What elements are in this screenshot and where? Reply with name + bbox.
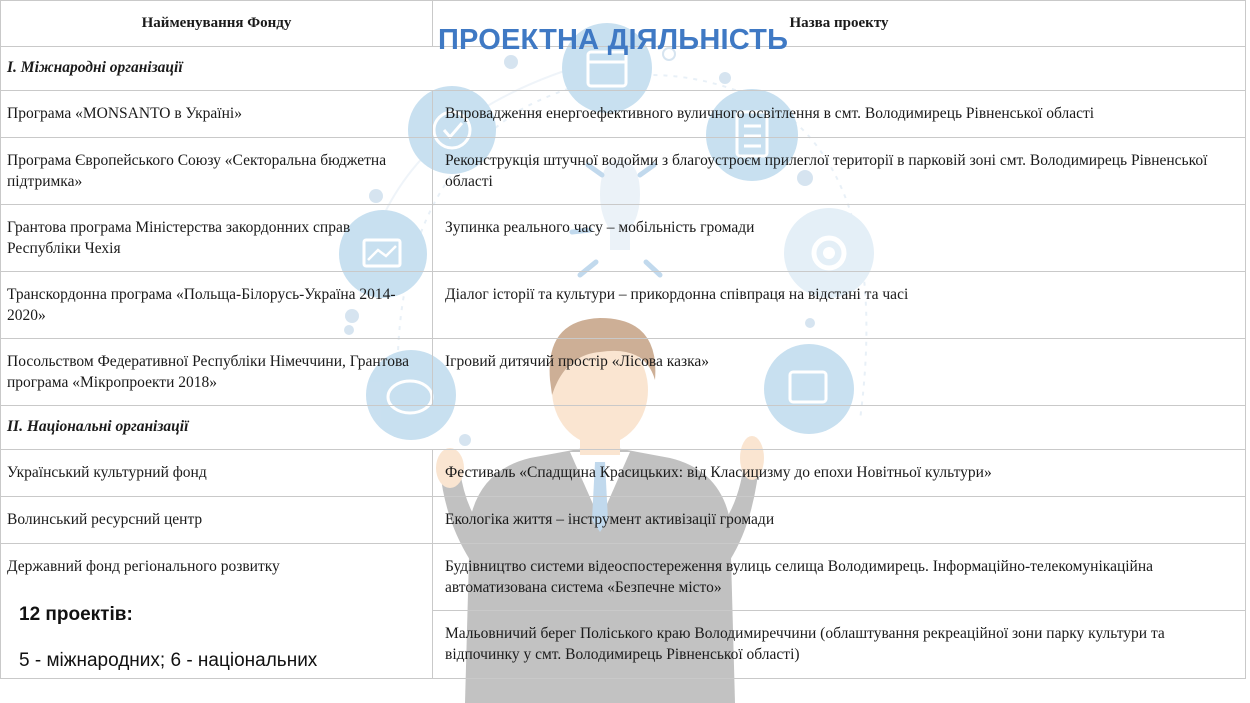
fund-cell: Посольством Федеративної Республіки Німеччини, Грантова програма «Мікропроекти 2018» bbox=[1, 339, 433, 406]
project-cell: Будівництво системи відеоспостереження вулиць селища Володимирець. Інформаційно-телекомунікаційна автоматизована система «Безпечне місто» bbox=[433, 544, 1246, 611]
project-cell: Реконструкція штучної водойми з благоустроєм прилеглої території в парковій зоні смт. Володимирець Рівненської області bbox=[433, 138, 1246, 205]
project-cell: Ігровий дитячий простір «Лісова казка» bbox=[433, 339, 1246, 406]
fund-cell: Програма Європейського Союзу «Секторальна бюджетна підтримка» bbox=[1, 138, 433, 205]
section-title: ІІ. Національні організації bbox=[1, 406, 1246, 450]
fund-cell: Український культурний фонд bbox=[1, 450, 433, 497]
projects-breakdown: 5 - міжнародних; 6 - національних bbox=[19, 650, 318, 671]
table-row bbox=[1, 91, 1246, 138]
table-row bbox=[1, 497, 1246, 544]
fund-cell: Програма «MONSANTO в Україні» bbox=[1, 91, 433, 138]
projects-summary bbox=[19, 604, 317, 672]
project-cell: Екологіка життя – інструмент активізації громади bbox=[433, 497, 1246, 544]
table-row bbox=[1, 138, 1246, 205]
project-cell: Фестиваль «Спадщина Красицьких: від Класицизму до епохи Новітньої культури» bbox=[433, 450, 1246, 497]
fund-cell: Державний фонд регіонального розвитку bbox=[1, 544, 433, 679]
section-title: І. Міжнародні організації bbox=[1, 47, 1246, 91]
project-cell: Зупинка реального часу – мобільність громади bbox=[433, 205, 1246, 272]
fund-cell: Волинський ресурсний центр bbox=[1, 497, 433, 544]
table-row bbox=[1, 272, 1246, 339]
project-cell: Впровадження енергоефективного вуличного освітлення в смт. Володимирець Рівненської області bbox=[433, 91, 1246, 138]
slide-title: ПРОЕКТНА ДІЯЛЬНІСТЬ bbox=[438, 24, 789, 56]
table-row bbox=[1, 450, 1246, 497]
header-fund-name: Найменування Фонду bbox=[1, 1, 433, 47]
projects-total: 12 проектів: bbox=[19, 604, 133, 625]
project-cell: Мальовничий берег Поліського краю Володимиреччини (облаштування рекреаційної зони парку культури та відпочинку у смт. Володимирець Рівненської області) bbox=[433, 611, 1246, 679]
section-row-national bbox=[1, 406, 1246, 450]
table-row bbox=[1, 544, 1246, 611]
fund-cell: Транскордонна програма «Польща-Білорусь-Україна 2014-2020» bbox=[1, 272, 433, 339]
fund-cell: Грантова програма Міністерства закордонних справ Республіки Чехія bbox=[1, 205, 433, 272]
project-cell: Діалог історії та культури – прикордонна співпраця на відстані та часі bbox=[433, 272, 1246, 339]
table-row bbox=[1, 339, 1246, 406]
table-row bbox=[1, 205, 1246, 272]
header-project-name: Назва проекту bbox=[433, 1, 1246, 47]
